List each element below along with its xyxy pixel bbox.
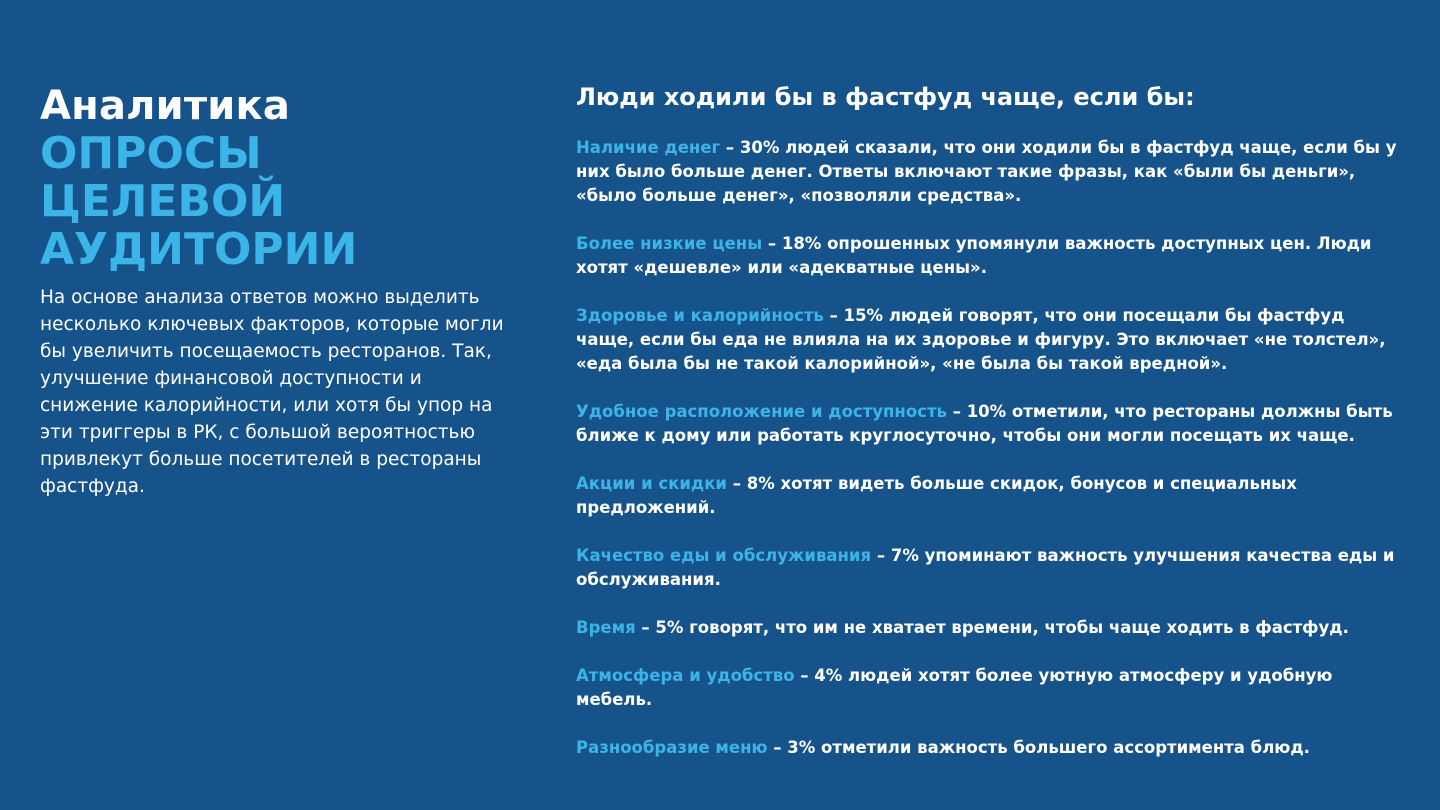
factor-text: – 18% опрошенных упомянули важность доступных цен. Люди хотят «дешевле» или «адекватные цены». [576, 234, 1372, 277]
factor-key: Разнообразие меню [576, 738, 768, 757]
factor-key: Атмосфера и удобство [576, 666, 795, 685]
factor-item [576, 664, 1406, 712]
factor-key: Удобное расположение и доступность [576, 402, 947, 421]
factor-item [576, 136, 1406, 208]
factor-key: Время [576, 618, 636, 637]
slide-subtitle: ОПРОСЫ ЦЕЛЕВОЙ АУДИТОРИИ [40, 128, 358, 275]
factor-key: Более низкие цены [576, 234, 763, 253]
factor-item [576, 472, 1406, 520]
factor-key: Качество еды и обслуживания [576, 546, 872, 565]
factor-text: – 30% людей сказали, что они ходили бы в фастфуд чаще, если бы у них было больше денег. Ответы включают такие фразы, как «были бы деньги», «было больше денег», «позволяли средства». [576, 138, 1397, 205]
factor-text: – 8% хотят видеть больше скидок, бонусов и специальных предложений. [576, 474, 1297, 517]
title-block [40, 82, 520, 274]
factor-text: – 4% людей хотят более уютную атмосферу и удобную мебель. [576, 666, 1333, 709]
factors-heading: Люди ходили бы в фастфуд чаще, если бы: [576, 83, 1195, 111]
factor-key: Наличие денег [576, 138, 721, 157]
factor-item [576, 736, 1406, 760]
slide-title: Аналитика [40, 83, 291, 129]
factor-item [576, 232, 1406, 280]
factor-text: – 5% говорят, что им не хватает времени, чтобы чаще ходить в фастфуд. [635, 618, 1349, 637]
factor-text: – 7% упоминают важность улучшения качества еды и обслуживания. [576, 546, 1395, 589]
factor-item [576, 544, 1406, 592]
factor-item [576, 304, 1406, 376]
factor-text: – 15% людей говорят, что они посещали бы фастфуд чаще, если бы еда не влияла на их здоровье и фигуру. Это включает «не толстел», «еда была бы не такой калорийной», «не была бы такой вредной». [576, 306, 1386, 373]
factor-key: Здоровье и калорийность [576, 306, 824, 325]
factor-key: Акции и скидки [576, 474, 727, 493]
factor-text: – 10% отметили, что рестораны должны быть ближе к дому или работать круглосуточно, чтобы они могли посещать их чаще. [576, 402, 1393, 445]
factor-item [576, 616, 1406, 640]
intro-paragraph: На основе анализа ответов можно выделить несколько ключевых факторов, которые могли бы увеличить посещаемость ресторанов. Так, улучшение финансовой доступности и снижение калорийности, или хотя бы упор на эти триггеры в РК, с большой вероятностью привлекут больше посетителей в рестораны фастфуда. [40, 287, 504, 497]
factors-column [576, 82, 1416, 784]
factor-item [576, 400, 1406, 448]
factor-text: – 3% отметили важность большего ассортимента блюд. [767, 738, 1310, 757]
